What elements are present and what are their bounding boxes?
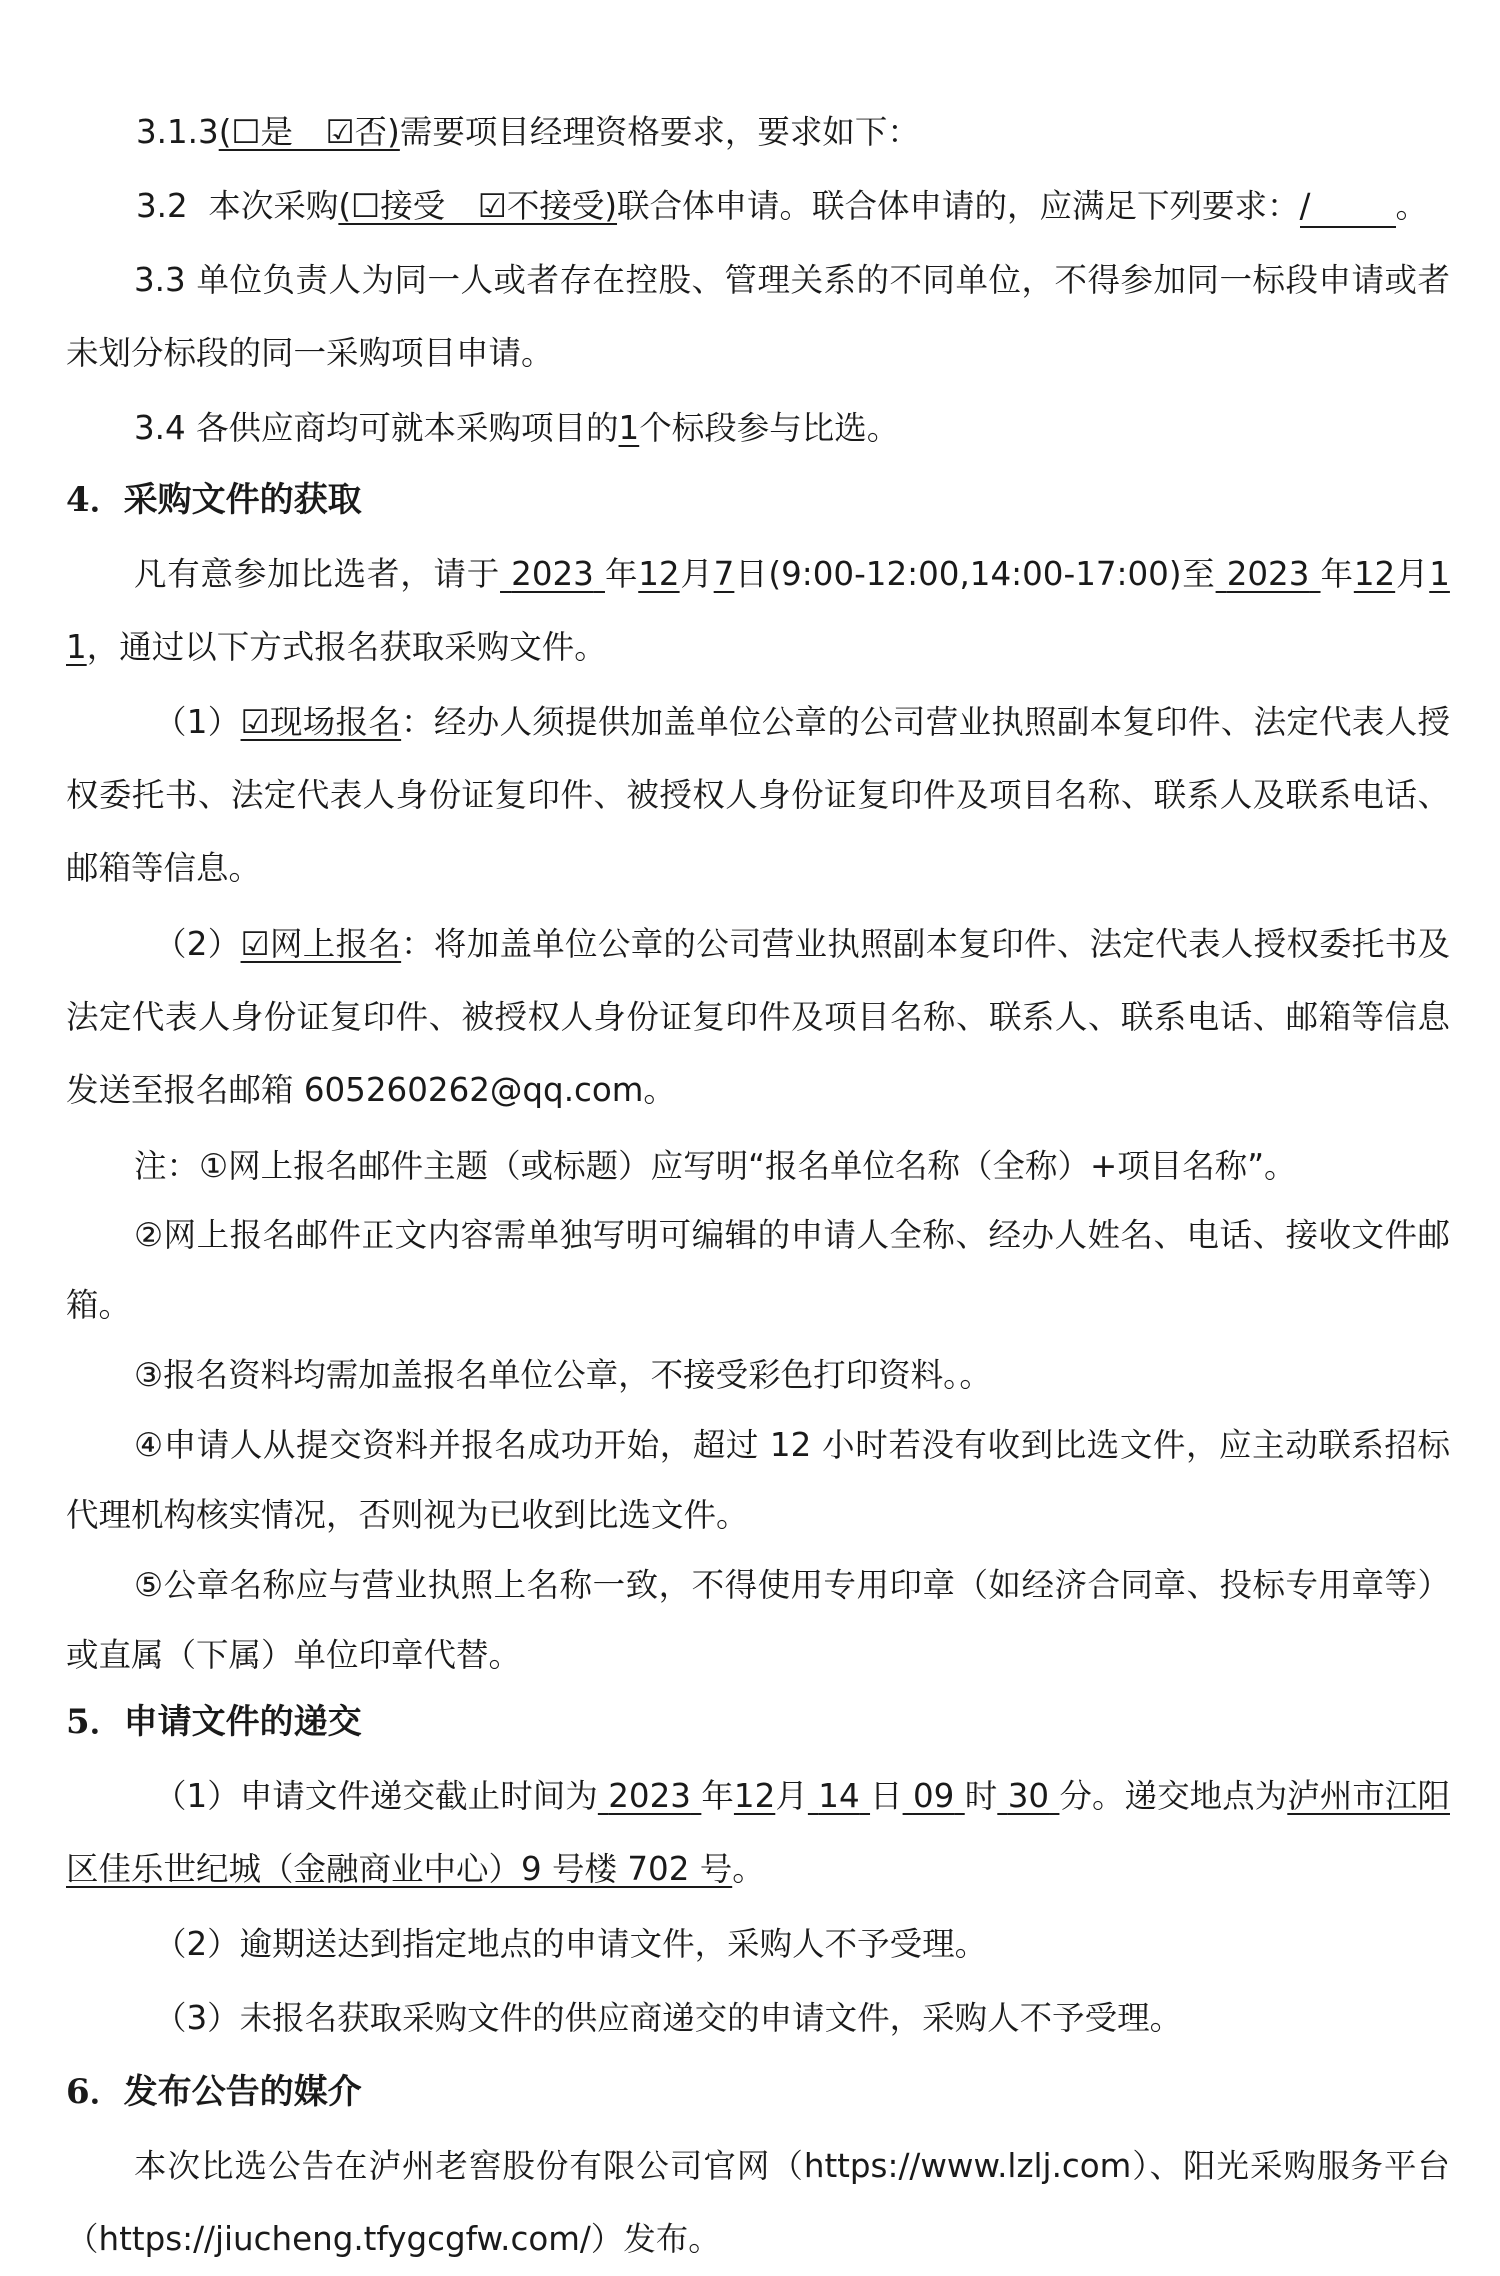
clause-3-3: 3.3 单位负责人为同一人或者存在控股、管理关系的不同单位，不得参加同一标段申请或者未划分标段的同一采购项目申请。 (66, 261, 1450, 372)
deadline-year (598, 1777, 702, 1815)
deadline-month: 12 (733, 1777, 776, 1815)
heading-number: 5． (66, 1702, 124, 1742)
to-label: 至 (1181, 555, 1216, 593)
clause-text: 需要项目经理资格要求，要求如下： (399, 113, 920, 151)
onsite-registration (66, 686, 1450, 905)
end-year-value: 2023 (1226, 555, 1310, 593)
hour-label: 时 (964, 1777, 998, 1815)
section-heading-4 (66, 464, 362, 537)
clause-3-4 (66, 392, 1450, 465)
year-label: 年 (701, 1777, 734, 1815)
end-year (1216, 555, 1321, 593)
note-5: ⑤公章名称应与营业执照上名称一致，不得使用专用印章（如经济合同章、投标专用章等）或直属（下属）单位印章代替。 (66, 1566, 1450, 1674)
month-label: 月 (775, 1777, 808, 1815)
section-heading-5 (66, 1686, 362, 1759)
heading-title: 采购文件的获取 (123, 480, 362, 520)
obtain-period (66, 538, 1450, 684)
note-3: ③报名资料均需加盖报名单位公章，不接受彩色打印资料。。 (134, 1356, 992, 1394)
end-month: 12 (1353, 555, 1396, 593)
item-number: （2） (154, 925, 241, 963)
online-registration (66, 908, 1450, 1127)
clause-text: 本次采购 (208, 187, 339, 225)
year-label: 年 (604, 555, 639, 593)
clause-number: 3.1.3 (136, 113, 219, 151)
submission-deadline (66, 1760, 1450, 1906)
requirement-blank: / (1300, 187, 1396, 228)
note-1: 注：①网上报名邮件主题（或标题）应写明“报名单位名称（全称）+项目名称”。 (134, 1147, 1297, 1185)
heading-number: 4． (66, 480, 124, 520)
deadline-year-value: 2023 (608, 1777, 691, 1815)
clause-number: 3.2 (136, 187, 188, 225)
clause-end: 。 (1395, 187, 1429, 225)
clause-3-1-3 (136, 96, 1450, 169)
note-2: ②网上报名邮件正文内容需单独写明可编辑的申请人全称、经办人姓名、电话、接收文件邮箱。 (66, 1216, 1450, 1324)
year-label: 年 (1320, 555, 1354, 593)
clause-text: 个标段参与比选。 (639, 409, 900, 447)
item-number: （1） (154, 703, 241, 741)
deadline-hour (903, 1777, 965, 1815)
start-year (500, 555, 605, 593)
online-label: ☑网上报名 (240, 925, 402, 963)
deadline-text: （1）申请文件递交截止时间为 (154, 1777, 598, 1815)
month-label: 月 (679, 555, 714, 593)
office-hours: (9:00-12:00,14:00-17:00) (768, 555, 1182, 593)
clause-3-2 (136, 170, 1450, 243)
clause-text: 联合体申请。联合体申请的，应满足下列要求： (617, 187, 1300, 225)
submission-address: 泸州市江阳区佳乐世纪城（金融商业中心）9 号楼 702 号 (66, 1777, 1450, 1888)
deadline-day (808, 1777, 870, 1815)
day-label: 日 (734, 555, 769, 593)
month-label: 月 (1395, 555, 1430, 593)
minute-label: 分。递交地点为 (1059, 1777, 1288, 1815)
deadline-end: 。 (732, 1850, 765, 1888)
clause-text: 3.4 各供应商均可就本采购项目的 (134, 409, 619, 447)
deadline-minute-value: 30 (1007, 1777, 1050, 1815)
start-year-value: 2023 (511, 555, 594, 593)
item-text: ：将加盖单位公章的公司营业执照副本复印件、法定代表人授权委托书及法定代表人身份证复印件、被授权人身份证复印件及项目名称、联系人、联系电话、邮箱等信息发送至报名邮箱 605260262@qq.com。 (66, 925, 1450, 1109)
item-text: ：经办人须提供加盖单位公章的公司营业执照副本复印件、法定代表人授权委托书、法定代表人身份证复印件、被授权人身份证复印件及项目名称、联系人及联系电话、邮箱等信息。 (66, 703, 1450, 887)
heading-number: 6． (66, 2072, 124, 2112)
period-text: 凡有意参加比选者，请于 (134, 555, 501, 593)
end-day: 11 (66, 555, 1450, 666)
unregistered-submission-rule: （3）未报名获取采购文件的供应商递交的申请文件，采购人不予受理。 (154, 1999, 1183, 2037)
day-label: 日 (870, 1777, 903, 1815)
period-text: ，通过以下方式报名获取采购文件。 (86, 628, 607, 666)
onsite-label: ☑现场报名 (240, 703, 402, 741)
deadline-hour-value: 09 (912, 1777, 955, 1815)
start-month: 12 (638, 555, 680, 593)
lot-count: 1 (618, 409, 640, 447)
heading-title: 申请文件的递交 (123, 1702, 362, 1742)
publication-media: 本次比选公告在泸州老窖股份有限公司官网（https://www.lzlj.com）、阳光采购服务平台（https://jiucheng.tfygcgfw.com/）发布。 (66, 2147, 1450, 2258)
section-heading-6 (66, 2056, 362, 2129)
late-submission-rule: （2）逾期送达到指定地点的申请文件，采购人不予受理。 (154, 1925, 988, 1963)
accept-choice: (☐接受 ☑不接受) (338, 187, 618, 225)
deadline-minute (997, 1777, 1059, 1815)
start-day: 7 (713, 555, 735, 593)
yes-no-choice: (☐是 ☑否) (218, 113, 400, 151)
note-4: ④申请人从提交资料并报名成功开始，超过 12 小时若没有收到比选文件，应主动联系招标代理机构核实情况，否则视为已收到比选文件。 (66, 1426, 1450, 1534)
deadline-day-value: 14 (818, 1777, 860, 1815)
heading-title: 发布公告的媒介 (123, 2072, 362, 2112)
